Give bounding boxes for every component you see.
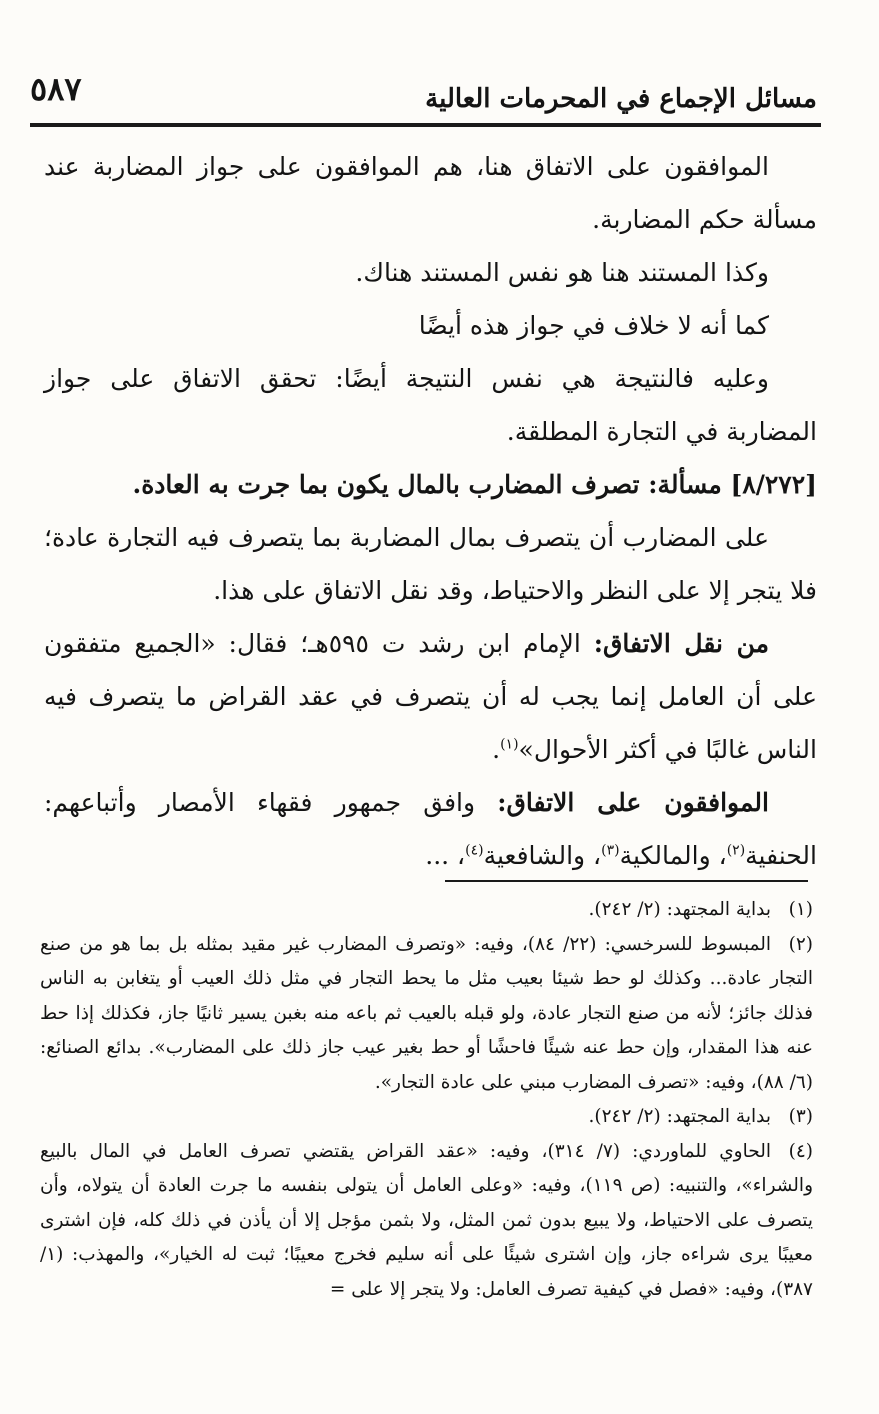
footnote-number: (٤) [788, 1140, 813, 1162]
footnote-ref-4[interactable]: (٤) [465, 842, 484, 859]
footnote-2 [40, 928, 813, 1101]
footnote-ref-2[interactable]: (٢) [726, 842, 746, 859]
agreeing-schools-sep-1: ، والمالكية [619, 841, 727, 870]
footnote-1 [40, 893, 813, 928]
footnote-text: بداية المجتهد: (٢/ ٢٤٢). [588, 1106, 771, 1127]
paragraph-agreeing-scholars: الموافقون على الاتفاق هنا، هم الموافقون على جواز المضاربة عند مسألة حكم المضاربة. [44, 152, 817, 234]
footnote-separator [445, 880, 808, 882]
paragraph-consensus-report [44, 617, 817, 776]
footnote-ref-1[interactable]: (١) [500, 736, 519, 753]
paragraph-conclusion: وعليه فالنتيجة هي نفس النتيجة أيضًا: تحقق الاتفاق على جواز المضاربة في التجارة المطلقة. [44, 364, 817, 446]
agreeing-schools-lead: الموافقون على الاتفاق: [497, 788, 769, 817]
footnote-number: (١) [788, 899, 813, 920]
main-text [44, 140, 817, 882]
footnotes [40, 893, 813, 1307]
paragraph-issue-statement: على المضارب أن يتصرف بمال المضاربة بما يتصرف فيه التجارة عادة؛ فلا يتجر إلا على النظر والاحتياط، وقد نقل الاتفاق على هذا. [44, 523, 817, 605]
footnote-text: المبسوط للسرخسي: (٢٢/ ٨٤)، وفيه: «وتصرف المضارب غير مقيد بمثله بل بما هو من صنع التجار عادة... وكذلك لو حط شيئا بعيب مثل ما يحط التجار في مثل ذلك العيب أو يتغابن به الناس فذلك جائز؛ لأنه من صنع التجار عادة، ولو قبله بالعيب ثم باعه منه بغبن يسير ثانيًا جاز، فكذلك إذا حط عنه هذا المقدار، وإن حط عنه شيئًا فاحشًا أو حط بغير عيب جاز ذلك على المضارب». بدائع الصنائع: (٦/ ٨٨)، وفيه: «تصرف المضارب مبني على عادة التجار». [40, 933, 813, 1093]
paragraph-evidence: وكذا المستند هنا هو نفس المستند هناك. [355, 258, 769, 287]
footnote-text: بداية المجتهد: (٢/ ٢٤٢). [588, 899, 771, 920]
consensus-report-text: الإمام ابن رشد ت ٥٩٥هـ؛ فقال: «الجميع متفقون على أن العامل إنما يجب له أن يتصرف في عقد القراض ما يتصرف فيه الناس غالبًا في أكثر الأحوال» [44, 629, 817, 764]
footnote-4 [40, 1135, 813, 1308]
footnote-number: (٣) [788, 1106, 813, 1127]
footnote-ref-3[interactable]: (٣) [601, 842, 620, 859]
running-title: مسائل الإجماع في المحرمات العالية [425, 84, 817, 114]
header-rule [30, 123, 821, 127]
agreeing-schools-sep-2: ، والشافعية [483, 841, 602, 870]
agreeing-schools-text: وافق جمهور فقهاء الأمصار وأتباعهم: الحنفية [44, 788, 817, 870]
footnote-number: (٢) [788, 933, 813, 955]
footnote-text: الحاوي للماوردي: (٧/ ٣١٤)، وفيه: «عقد القراض يقتضي تصرف العامل في المال بالبيع والشراء»، والتنبيه: (ص ١١٩)، وفيه: «وعلى العامل أن يتولى بنفسه ما جرت العادة أن يتولاه، وأن يتصرف على الاحتياط، ولا يبيع بدون ثمن المثل، ولا بثمن مؤجل إلا أن يأذن في ذلك كله، فإن اشترى معيبًا يرى شراءه جاز، وإن اشترى شيئًا على أنه سليم فخرج معيبًا؛ ثبت له الخيار»، والمهذب: (١/ ٣٨٧)، وفيه: «فصل في كيفية تصرف العامل: ولا يتجر إلا على = [40, 1140, 813, 1300]
consensus-report-lead: من نقل الاتفاق: [593, 629, 770, 658]
paragraph-agreeing-schools [44, 776, 817, 882]
page-header [30, 70, 817, 122]
consensus-report-end: . [492, 735, 501, 764]
page-number: ٥٨٧ [30, 70, 82, 108]
issue-heading: [٨/٢٧٢] مسألة: تصرف المضارب بالمال يكون بما جرت به العادة. [132, 470, 817, 499]
footnote-3 [40, 1100, 813, 1135]
agreeing-schools-end: ، ... [425, 841, 466, 870]
paragraph-no-dispute: كما أنه لا خلاف في جواز هذه أيضًا [418, 311, 769, 340]
